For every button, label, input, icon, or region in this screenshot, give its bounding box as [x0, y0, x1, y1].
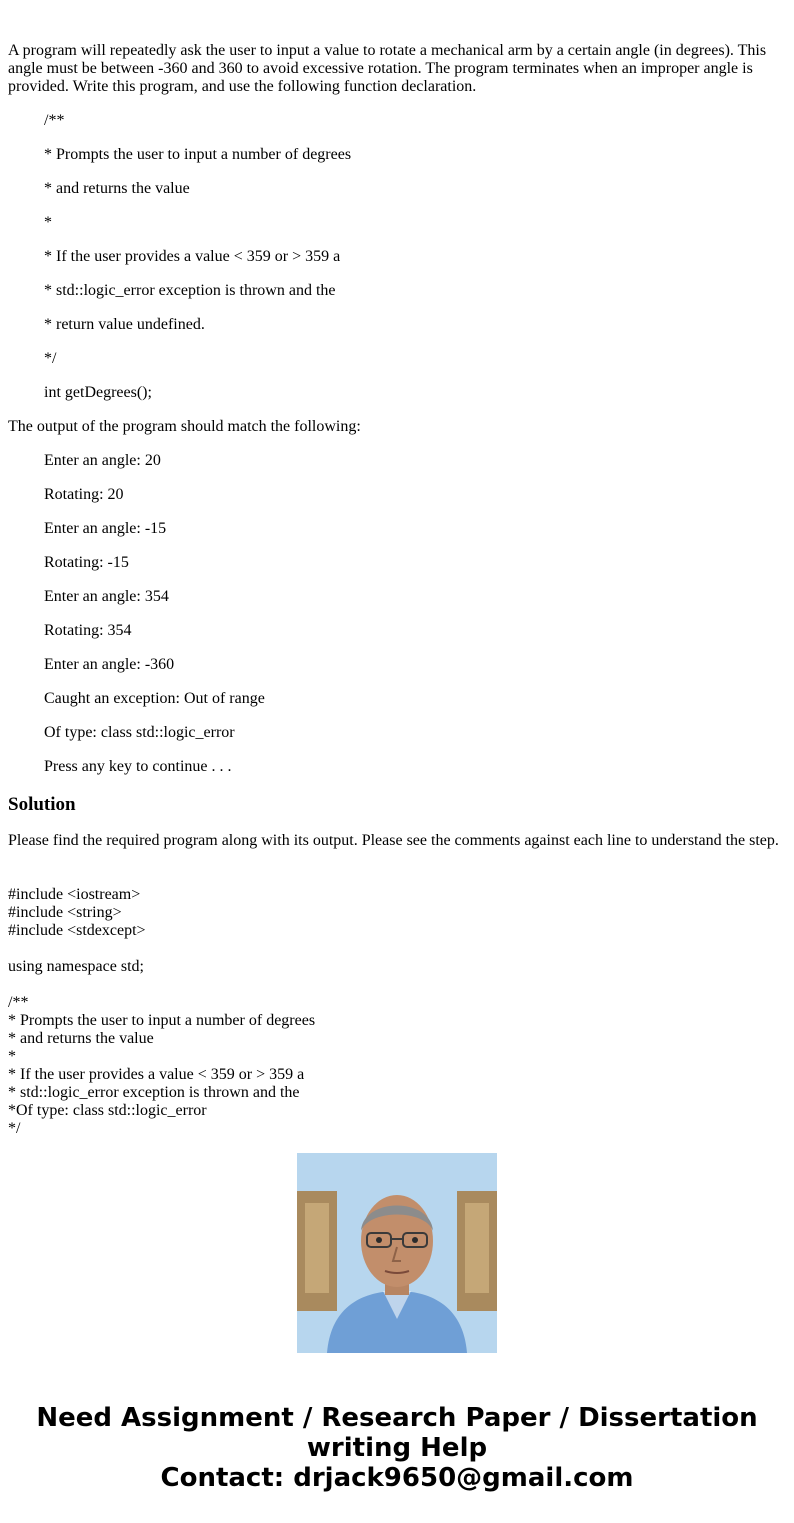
declaration-line: * return value undefined. — [44, 316, 205, 333]
output-line: Enter an angle: 20 — [44, 452, 161, 469]
code-line: #include <string> — [8, 904, 122, 921]
declaration-line: * Prompts the user to input a number of degrees — [44, 146, 352, 163]
declaration-line: int getDegrees(); — [44, 384, 152, 401]
code-line: * — [8, 1048, 16, 1065]
promo-banner — [0, 1403, 794, 1493]
output-line: Press any key to continue . . . — [44, 758, 232, 775]
code-line: /** — [8, 994, 29, 1011]
person-portrait-icon — [297, 1153, 497, 1353]
declaration-line: * and returns the value — [44, 180, 190, 197]
solution-heading: Solution — [8, 794, 76, 815]
code-line: * If the user provides a value < 359 or > 359 a — [8, 1066, 305, 1083]
code-line: #include <iostream> — [8, 886, 141, 903]
promo-contact: Contact: drjack9650@gmail.com — [160, 1463, 634, 1493]
output-line: Of type: class std::logic_error — [44, 724, 235, 741]
code-line: using namespace std; — [8, 958, 144, 975]
code-line: *Of type: class std::logic_error — [8, 1102, 207, 1119]
expected-output — [8, 452, 786, 776]
code-line: * and returns the value — [8, 1030, 154, 1047]
output-line: Enter an angle: 354 — [44, 588, 169, 605]
output-line: Rotating: 354 — [44, 622, 132, 639]
output-line: Caught an exception: Out of range — [44, 690, 265, 707]
output-line: Enter an angle: -360 — [44, 656, 175, 673]
output-intro: The output of the program should match the following: — [8, 418, 361, 435]
promo-line: writing Help — [306, 1433, 488, 1463]
function-declaration — [8, 112, 786, 402]
code-line: #include <stdexcept> — [8, 922, 146, 939]
declaration-line: /** — [44, 112, 65, 129]
question-page — [8, 0, 786, 850]
solution-code — [8, 886, 786, 1137]
solution-intro: Please find the required program along with its output. Please see the comments against each line to understand the step. — [8, 832, 779, 849]
output-line: Rotating: 20 — [44, 486, 124, 503]
code-line: * std::logic_error exception is thrown and the — [8, 1084, 300, 1101]
code-line: * Prompts the user to input a number of degrees — [8, 1012, 316, 1029]
declaration-line: * If the user provides a value < 359 or > 359 a — [44, 248, 341, 265]
promo-line: Need Assignment / Research Paper / Dissertation — [36, 1403, 758, 1433]
code-blank-line — [8, 940, 786, 958]
declaration-line: */ — [44, 350, 57, 367]
portrait-illustration — [297, 1153, 497, 1353]
declaration-line: * std::logic_error exception is thrown and the — [44, 282, 336, 299]
code-blank-line — [8, 976, 786, 994]
output-line: Rotating: -15 — [44, 554, 129, 571]
code-line: */ — [8, 1120, 21, 1137]
declaration-line: * — [44, 214, 52, 231]
question-intro: A program will repeatedly ask the user to input a value to rotate a mechanical arm by a certain angle (in degrees). This angle must be between -360 and 360 to avoid excessive rotation. The program terminates when an improper angle is provided. Write this program, and use the following function declaration. — [8, 42, 767, 95]
output-line: Enter an angle: -15 — [44, 520, 167, 537]
